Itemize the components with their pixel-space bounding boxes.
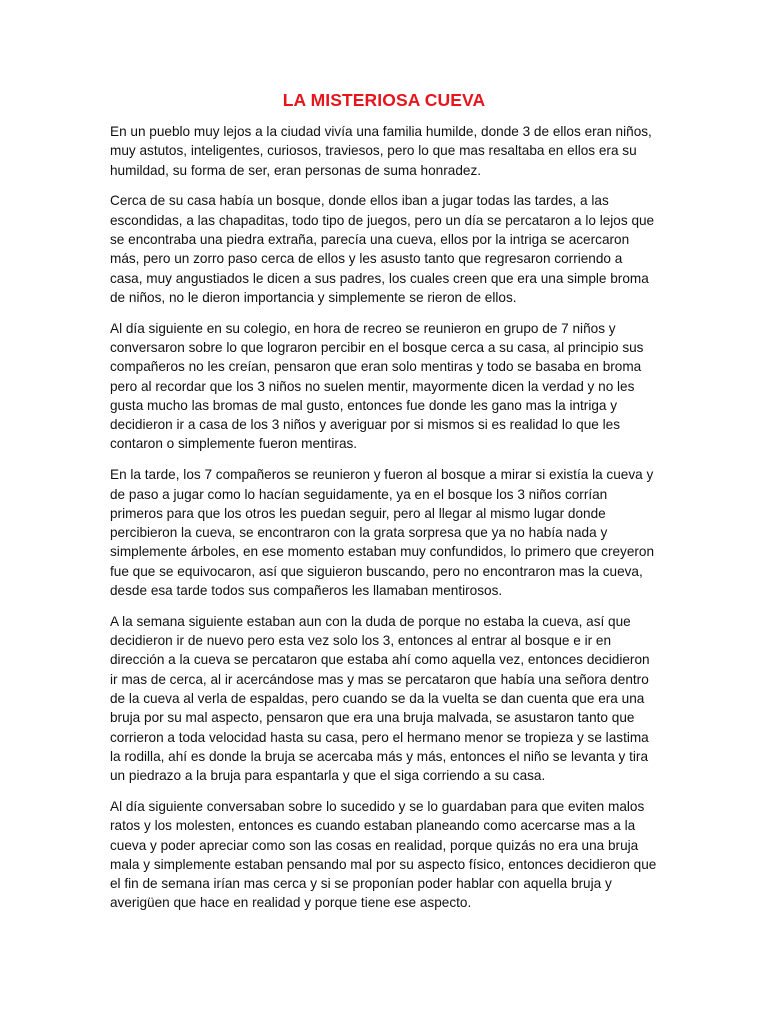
paragraph-3: Al día siguiente en su colegio, en hora de recreo se reunieron en grupo de 7 niños y conversaron sobre lo que lograron percibir en el bosque cerca a su casa, al principio sus compañeros no les creían, pensaron que eran solo mentiras y todo se basaba en broma pero al recordar que los 3 niños no suelen mentir, mayormente dicen la verdad y no les gusta mucho las bromas de mal gusto, entonces fue donde les gano mas la intriga y decidieron ir a casa de los 3 niños y averiguar por si mismos si es realidad lo que les contaron o simplemente fueron mentiras. — [110, 320, 644, 452]
paragraph-1: En un pueblo muy lejos a la ciudad vivía una familia humilde, donde 3 de ellos eran niños, muy astutos, inteligentes, curiosos, traviesos, pero lo que mas resaltaba en ellos era su humildad, su forma de ser, eran personas de suma honradez. — [110, 124, 652, 178]
paragraph-6: Al día siguiente conversaban sobre lo sucedido y se lo guardaban para que eviten malos ratos y los molesten, entonces es cuando estaban planeando como acercarse mas a la cueva y poder apreciar como son las cosas en realidad, porque quizás no era una bruja mala y simplemente estaban pensando mal por su aspecto físico, entonces decidieron que el fin de semana irían mas cerca y si se proponían poder hablar con aquella bruja y averigüen que hace en realidad y porque tiene ese aspecto. — [110, 799, 657, 911]
paragraph-2: Cerca de su casa había un bosque, donde ellos iban a jugar todas las tardes, a las escondidas, a las chapaditas, todo tipo de juegos, pero un día se percataron a lo lejos que se encontraba una piedra extraña, parecía una cueva, ellos por la intriga se acercaron más, pero un zorro paso cerca de ellos y les asusto tanto que regresaron corriendo a casa, muy angustiados le dicen a sus padres, los cuales creen que era una simple broma de niños, no le dieron importancia y simplemente se rieron de ellos. — [110, 193, 655, 305]
paragraph-4: En la tarde, los 7 compañeros se reunieron y fueron al bosque a mirar si existía la cueva y de paso a jugar como lo hacían seguidamente, ya en el bosque los 3 niños corrían primeros para que los otros les puedan seguir, pero al llegar al mismo lugar donde percibieron la cueva, se encontraron con la grata sorpresa que ya no había nada y simplemente árboles, en ese momento estaban muy confundidos, lo primero que creyeron fue que se equivocaron, así que siguieron buscando, pero no encontraron mas la cueva, desde esa tarde todos sus compañeros les llamaban mentirosos. — [110, 467, 655, 599]
document-page — [110, 84, 658, 924]
document-title: LA MISTERIOSA CUEVA — [282, 90, 486, 110]
paragraph-5: A la semana siguiente estaban aun con la duda de porque no estaba la cueva, así que decidieron ir de nuevo pero esta vez solo los 3, entonces al entrar al bosque e ir en dirección a la cueva se percataron que estaba ahí como aquella vez, entonces decidieron ir mas de cerca, al ir acercándose mas y mas se percataron que había una señora dentro de la cueva al verla de espaldas, pero cuando se da la vuelta se dan cuenta que era una bruja por su mal aspecto, pensaron que era una bruja malvada, se asustaron tanto que corrieron a toda velocidad hasta su casa, pero el hermano menor se tropieza y se lastima la rodilla, ahí es donde la bruja se acercaba más y más, entonces el niño se levanta y tira un piedrazo a la bruja para espantarla y que el siga corriendo a su casa. — [110, 613, 650, 784]
